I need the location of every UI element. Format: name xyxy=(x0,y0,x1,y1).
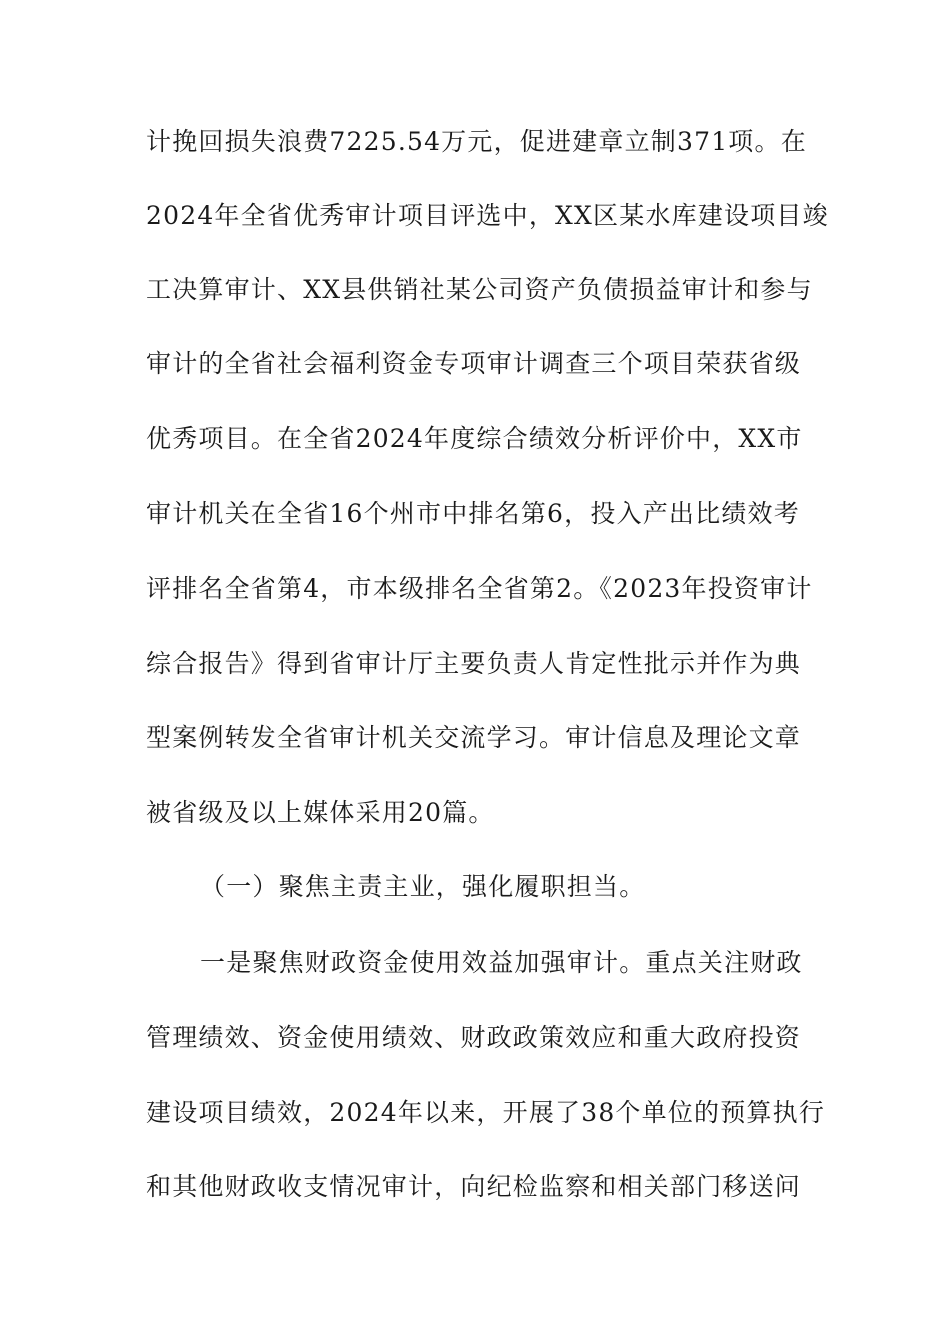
body-text-line: 计挽回损失浪费7225.54万元，促进建章立制371项。在 xyxy=(146,127,807,156)
body-text-line: 建设项目绩效，2024年以来，开展了38个单位的预算执行 xyxy=(146,1098,826,1127)
body-text-line: 工决算审计、XX县供销社某公司资产负债损益审计和参与 xyxy=(146,275,813,304)
body-text-line: 审计机关在全省16个州市中排名第6，投入产出比绩效考 xyxy=(146,499,800,528)
paragraph-first-line: 一是聚焦财政资金使用效益加强审计。重点关注财政 xyxy=(200,948,803,977)
body-text-line: 2024年全省优秀审计项目评选中，XX区某水库建设项目竣 xyxy=(146,201,829,230)
body-text-line: 和其他财政收支情况审计，向纪检监察和相关部门移送问 xyxy=(146,1172,802,1201)
body-text-line: 型案例转发全省审计机关交流学习。审计信息及理论文章 xyxy=(146,723,802,752)
body-text-line: 被省级及以上媒体采用20篇。 xyxy=(146,798,495,827)
body-text-line: 评排名全省第4，市本级排名全省第2。《2023年投资审计 xyxy=(146,574,813,603)
body-text-line: 管理绩效、资金使用绩效、财政政策效应和重大政府投资 xyxy=(146,1023,802,1052)
body-text-line: 综合报告》得到省审计厅主要负责人肯定性批示并作为典 xyxy=(146,649,802,678)
body-text-line: 审计的全省社会福利资金专项审计调查三个项目荣获省级 xyxy=(146,349,802,378)
body-text-line: 优秀项目。在全省2024年度综合绩效分析评价中，XX市 xyxy=(146,424,803,453)
section-heading: （一）聚焦主责主业，强化履职担当。 xyxy=(200,872,646,901)
